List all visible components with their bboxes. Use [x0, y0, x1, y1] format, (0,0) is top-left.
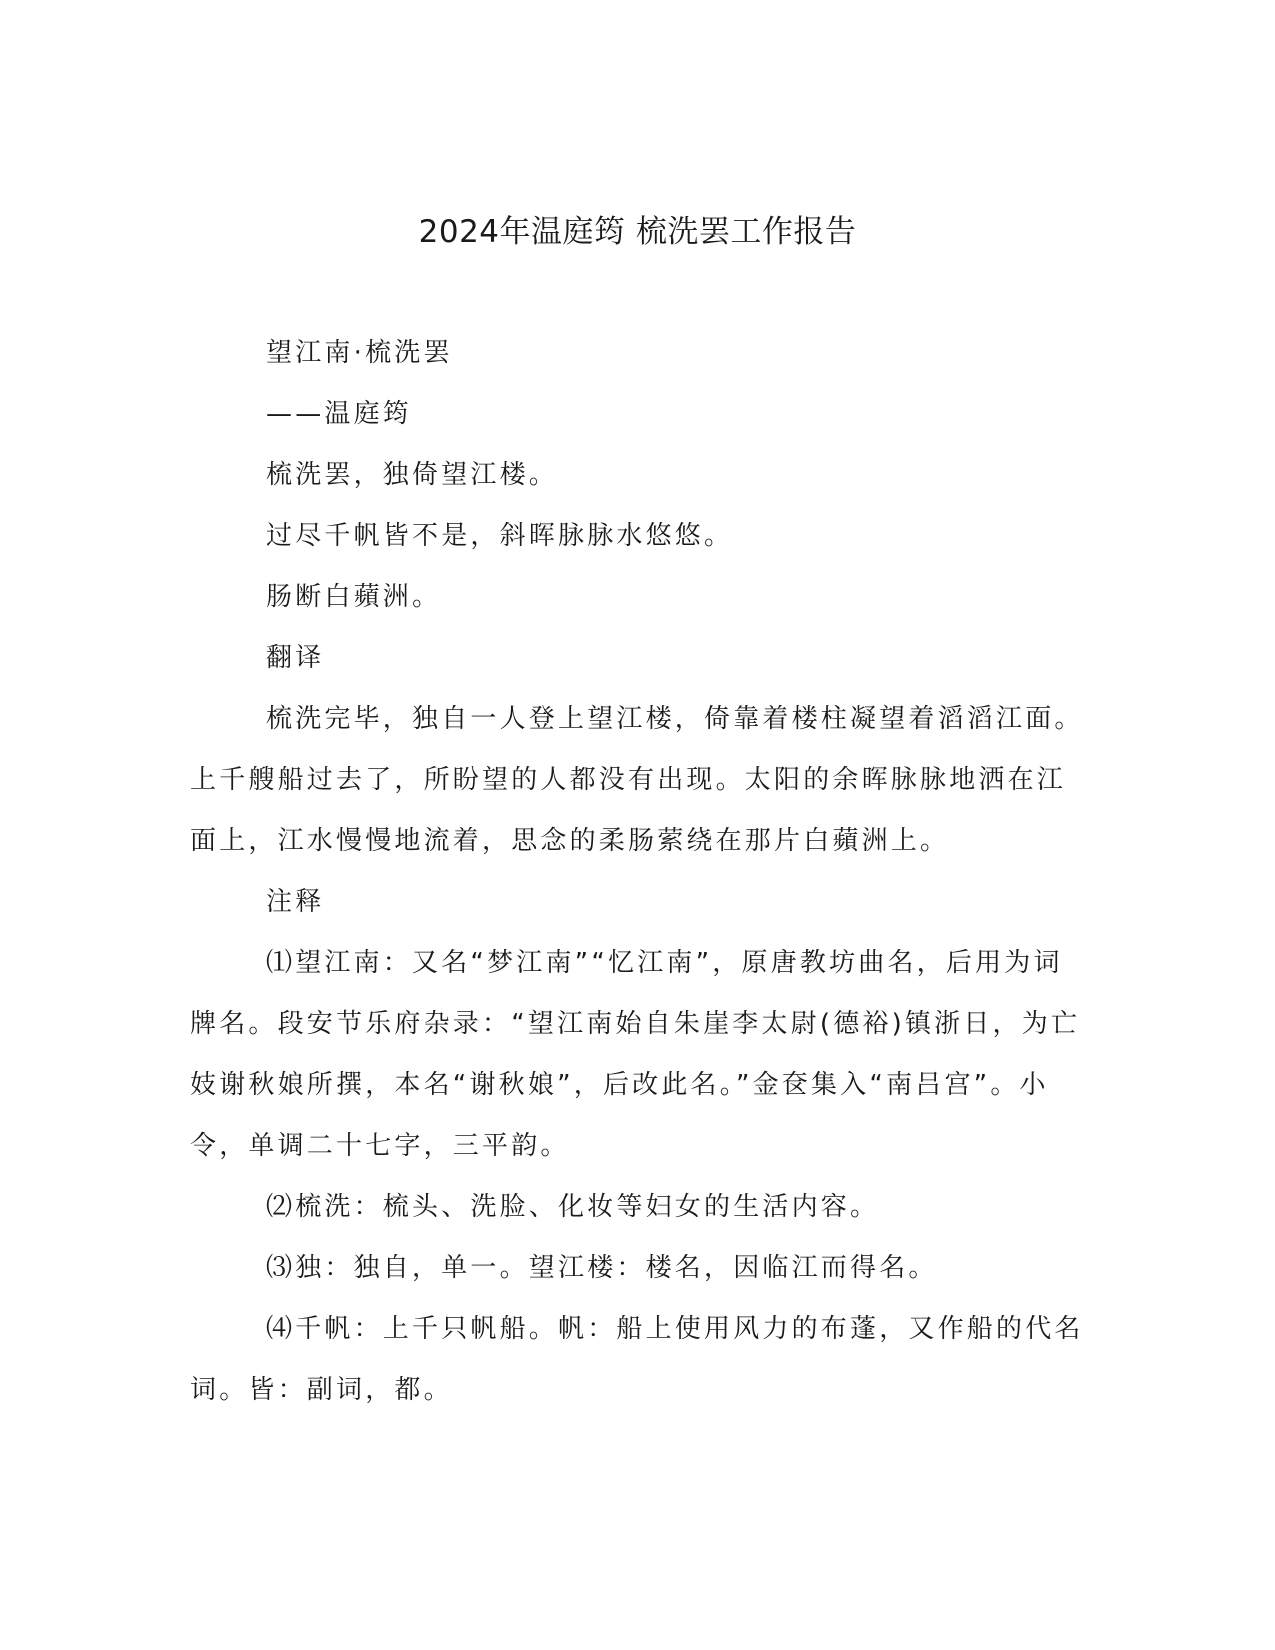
notes-heading: 注释 — [266, 887, 325, 917]
document-title: 2024年温庭筠 梳洗罢工作报告 — [418, 214, 857, 250]
document-body — [190, 323, 1085, 1421]
note-item: ⑶独：独自，单一。望江楼：楼名，因临江而得名。 — [266, 1253, 938, 1283]
poem-author: ——温庭筠 — [266, 399, 413, 429]
note-item: ⑴望江南：又名“梦江南”“忆江南”，原唐教坊曲名，后用为词牌名。段安节乐府杂录：“望江南始自朱崖李太尉(德裕)镇浙日，为亡妓谢秋娘所撰，本名“谢秋娘”，后改此名。”金奁集入“南吕宫”。小令，单调二十七字，三平韵。 — [190, 948, 1081, 1161]
poem-line: 过尽千帆皆不是，斜晖脉脉水悠悠。 — [266, 521, 734, 551]
translation-text: 梳洗完毕，独自一人登上望江楼，倚靠着楼柱凝望着滔滔江面。上千艘船过去了，所盼望的人都没有出现。太阳的余晖脉脉地洒在江面上，江水慢慢地流着，思念的柔肠萦绕在那片白蘋洲上。 — [190, 704, 1084, 856]
note-item: ⑵梳洗：梳头、洗脸、化妆等妇女的生活内容。 — [266, 1192, 880, 1222]
note-item: ⑷千帆：上千只帆船。帆：船上使用风力的布蓬，又作船的代名词。皆：副词，都。 — [190, 1314, 1084, 1405]
poem-name: 望江南·梳洗罢 — [266, 338, 453, 368]
poem-line: 梳洗罢，独倚望江楼。 — [266, 460, 559, 490]
poem-line: 肠断白蘋洲。 — [266, 582, 442, 612]
translation-heading: 翻译 — [266, 643, 325, 673]
